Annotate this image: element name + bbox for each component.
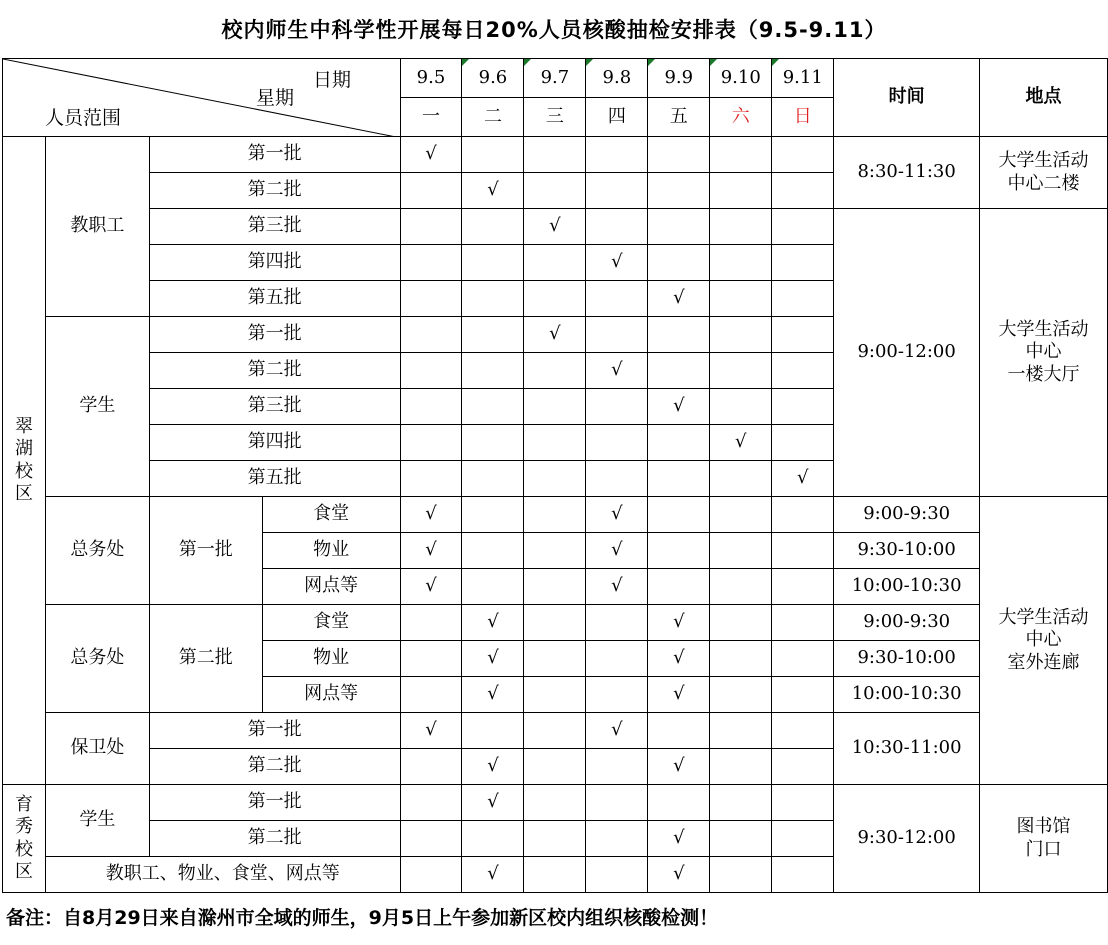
batch-label: 第一批 [149, 785, 400, 821]
empty-day-cell [648, 785, 710, 821]
batch-label: 第一批 [149, 713, 400, 749]
place-cell: 大学生活动 中心 一楼大厅 [980, 209, 1108, 497]
check-cell [586, 353, 648, 389]
empty-day-cell [586, 605, 648, 641]
check-cell [400, 713, 462, 749]
check-mark: √ [735, 431, 747, 453]
empty-day-cell [524, 641, 586, 677]
empty-day-cell [586, 317, 648, 353]
check-cell [462, 677, 524, 713]
empty-day-cell [524, 425, 586, 461]
empty-day-cell [710, 497, 772, 533]
comment-marker [772, 59, 779, 66]
date-cell: 9.5 [400, 59, 462, 98]
empty-day-cell [400, 389, 462, 425]
weekday-cell: 三 [524, 98, 586, 137]
batch-label: 第二批 [149, 605, 262, 713]
weekday-cell-weekend: 日 [772, 98, 834, 137]
subgroup-label: 物业 [262, 641, 400, 677]
check-mark: √ [549, 215, 561, 237]
comment-marker [524, 59, 531, 66]
check-cell [586, 533, 648, 569]
empty-day-cell [524, 137, 586, 173]
empty-day-cell [524, 785, 586, 821]
empty-day-cell [772, 497, 834, 533]
group-yuxiu-staff: 教职工、物业、食堂、网点等 [45, 857, 400, 893]
weekday-cell: 四 [586, 98, 648, 137]
empty-day-cell [462, 209, 524, 245]
check-mark: √ [487, 755, 499, 777]
date-label: 日期 [313, 69, 352, 91]
empty-day-cell [586, 425, 648, 461]
time-cell: 9:30-10:00 [834, 533, 980, 569]
empty-day-cell [772, 713, 834, 749]
batch-label: 第二批 [149, 821, 400, 857]
empty-day-cell [710, 173, 772, 209]
empty-day-cell [772, 209, 834, 245]
date-cell: 9.11 [772, 59, 834, 98]
empty-day-cell [772, 317, 834, 353]
check-mark: √ [487, 179, 499, 201]
weekday-label: 星期 [256, 87, 295, 109]
empty-day-cell [524, 857, 586, 893]
header-date-row [3, 59, 1108, 98]
batch-label: 第五批 [149, 281, 400, 317]
check-mark: √ [673, 863, 685, 885]
check-cell [524, 209, 586, 245]
check-mark: √ [673, 827, 685, 849]
batch-label: 第一批 [149, 137, 400, 173]
empty-day-cell [710, 353, 772, 389]
empty-day-cell [524, 677, 586, 713]
check-mark: √ [425, 575, 437, 597]
empty-day-cell [710, 461, 772, 497]
subgroup-label: 食堂 [262, 497, 400, 533]
empty-day-cell [772, 677, 834, 713]
table-row [3, 605, 1108, 641]
subgroup-label: 食堂 [262, 605, 400, 641]
empty-day-cell [710, 533, 772, 569]
place-cell: 大学生活动 中心 室外连廊 [980, 497, 1108, 785]
check-cell [586, 497, 648, 533]
subgroup-label: 网点等 [262, 677, 400, 713]
time-cell: 9:30-12:00 [834, 785, 980, 893]
check-mark: √ [611, 359, 623, 381]
empty-day-cell [400, 173, 462, 209]
table-row [3, 209, 1108, 245]
empty-day-cell [586, 857, 648, 893]
empty-day-cell [710, 245, 772, 281]
check-mark: √ [611, 719, 623, 741]
scope-label: 人员范围 [45, 107, 122, 129]
empty-day-cell [586, 785, 648, 821]
empty-day-cell [524, 713, 586, 749]
weekday-cell-weekend: 六 [710, 98, 772, 137]
place-cell: 大学生活动 中心二楼 [980, 137, 1108, 209]
empty-day-cell [400, 209, 462, 245]
empty-day-cell [710, 569, 772, 605]
table-row [3, 137, 1108, 173]
check-mark: √ [673, 647, 685, 669]
place-header: 地点 [980, 59, 1108, 137]
table-row [3, 713, 1108, 749]
empty-day-cell [772, 605, 834, 641]
check-cell [586, 569, 648, 605]
empty-day-cell [648, 533, 710, 569]
empty-day-cell [772, 749, 834, 785]
group-general-affairs: 总务处 [45, 497, 149, 605]
check-cell [400, 497, 462, 533]
date-cell: 9.8 [586, 59, 648, 98]
check-mark: √ [796, 467, 809, 489]
time-header: 时间 [834, 59, 980, 137]
check-cell [462, 857, 524, 893]
empty-day-cell [400, 677, 462, 713]
empty-day-cell [586, 641, 648, 677]
check-cell [648, 281, 710, 317]
campus-cuihu: 翠 湖 校 区 [3, 137, 46, 785]
empty-day-cell [400, 641, 462, 677]
empty-day-cell [648, 173, 710, 209]
empty-day-cell [400, 749, 462, 785]
empty-day-cell [772, 137, 834, 173]
empty-day-cell [772, 353, 834, 389]
empty-day-cell [710, 821, 772, 857]
empty-day-cell [648, 497, 710, 533]
empty-day-cell [462, 317, 524, 353]
check-cell [462, 605, 524, 641]
batch-label: 第一批 [149, 317, 400, 353]
empty-day-cell [524, 245, 586, 281]
weekday-cell: 一 [400, 98, 462, 137]
time-cell: 10:30-11:00 [834, 713, 980, 785]
place-cell: 图书馆 门口 [980, 785, 1108, 893]
empty-day-cell [400, 821, 462, 857]
schedule-table [2, 58, 1108, 893]
check-mark: √ [425, 143, 437, 165]
empty-day-cell [524, 461, 586, 497]
check-mark: √ [487, 683, 499, 705]
group-security: 保卫处 [45, 713, 149, 785]
empty-day-cell [710, 713, 772, 749]
check-cell [648, 857, 710, 893]
empty-day-cell [648, 461, 710, 497]
empty-day-cell [400, 605, 462, 641]
subgroup-label: 物业 [262, 533, 400, 569]
check-mark: √ [673, 395, 685, 417]
table-row [3, 785, 1108, 821]
check-cell [586, 245, 648, 281]
empty-day-cell [462, 533, 524, 569]
empty-day-cell [710, 281, 772, 317]
empty-day-cell [400, 785, 462, 821]
empty-day-cell [648, 353, 710, 389]
check-cell [648, 749, 710, 785]
date-cell: 9.7 [524, 59, 586, 98]
check-mark: √ [549, 323, 561, 345]
check-mark: √ [425, 719, 437, 741]
empty-day-cell [586, 281, 648, 317]
check-mark: √ [673, 611, 685, 633]
header-diagonal-cell [3, 59, 401, 137]
empty-day-cell [462, 389, 524, 425]
empty-day-cell [586, 749, 648, 785]
date-cell: 9.10 [710, 59, 772, 98]
empty-day-cell [400, 353, 462, 389]
empty-day-cell [400, 425, 462, 461]
check-mark: √ [611, 251, 623, 273]
empty-day-cell [524, 569, 586, 605]
empty-day-cell [710, 857, 772, 893]
empty-day-cell [524, 605, 586, 641]
date-cell: 9.6 [462, 59, 524, 98]
group-student: 学生 [45, 317, 149, 497]
check-mark: √ [487, 611, 499, 633]
comment-marker [586, 59, 593, 66]
check-cell [772, 461, 834, 497]
empty-day-cell [462, 281, 524, 317]
empty-day-cell [648, 137, 710, 173]
check-cell [400, 569, 462, 605]
footnote: 备注：自8月29日来自滁州市全域的师生，9月5日上午参加新区校内组织核酸检测！ [6, 906, 719, 929]
empty-day-cell [462, 461, 524, 497]
empty-day-cell [462, 569, 524, 605]
empty-day-cell [524, 821, 586, 857]
batch-label: 第四批 [149, 245, 400, 281]
empty-day-cell [462, 137, 524, 173]
empty-day-cell [648, 569, 710, 605]
batch-label: 第三批 [149, 389, 400, 425]
empty-day-cell [524, 389, 586, 425]
empty-day-cell [400, 317, 462, 353]
group-staff: 教职工 [45, 137, 149, 317]
empty-day-cell [710, 749, 772, 785]
empty-day-cell [648, 713, 710, 749]
time-cell: 9:00-9:30 [834, 497, 980, 533]
empty-day-cell [772, 569, 834, 605]
check-cell [648, 677, 710, 713]
empty-day-cell [772, 533, 834, 569]
comment-marker [462, 59, 469, 66]
empty-day-cell [772, 641, 834, 677]
page-title: 校内师生中科学性开展每日20%人员核酸抽检安排表（9.5-9.11） [221, 18, 887, 42]
check-cell [648, 389, 710, 425]
empty-day-cell [772, 389, 834, 425]
empty-day-cell [462, 425, 524, 461]
empty-day-cell [524, 497, 586, 533]
batch-label: 第一批 [149, 497, 262, 605]
batch-label: 第四批 [149, 425, 400, 461]
empty-day-cell [400, 857, 462, 893]
check-cell [462, 173, 524, 209]
table-row [3, 497, 1108, 533]
check-mark: √ [425, 503, 437, 525]
empty-day-cell [772, 173, 834, 209]
comment-marker [648, 59, 655, 66]
empty-day-cell [710, 785, 772, 821]
empty-day-cell [648, 317, 710, 353]
check-cell [586, 713, 648, 749]
check-cell [648, 641, 710, 677]
empty-day-cell [462, 821, 524, 857]
time-cell: 9:00-9:30 [834, 605, 980, 641]
empty-day-cell [400, 461, 462, 497]
empty-day-cell [524, 173, 586, 209]
empty-day-cell [648, 425, 710, 461]
check-cell [648, 605, 710, 641]
campus-yuxiu: 育 秀 校 区 [3, 785, 46, 893]
empty-day-cell [710, 209, 772, 245]
empty-day-cell [586, 389, 648, 425]
empty-day-cell [710, 605, 772, 641]
empty-day-cell [710, 389, 772, 425]
empty-day-cell [586, 821, 648, 857]
empty-day-cell [400, 281, 462, 317]
empty-day-cell [586, 137, 648, 173]
check-cell [400, 137, 462, 173]
empty-day-cell [586, 461, 648, 497]
check-mark: √ [487, 647, 499, 669]
check-mark: √ [487, 791, 499, 813]
empty-day-cell [524, 749, 586, 785]
empty-day-cell [524, 281, 586, 317]
empty-day-cell [710, 641, 772, 677]
empty-day-cell [772, 821, 834, 857]
empty-day-cell [586, 677, 648, 713]
time-cell: 9:30-10:00 [834, 641, 980, 677]
check-cell [524, 317, 586, 353]
check-cell [462, 785, 524, 821]
empty-day-cell [710, 317, 772, 353]
empty-day-cell [524, 353, 586, 389]
check-cell [462, 749, 524, 785]
check-mark: √ [487, 863, 499, 885]
empty-day-cell [400, 245, 462, 281]
check-mark: √ [611, 575, 623, 597]
empty-day-cell [586, 209, 648, 245]
check-mark: √ [611, 503, 623, 525]
date-cell: 9.9 [648, 59, 710, 98]
empty-day-cell [710, 137, 772, 173]
empty-day-cell [648, 245, 710, 281]
empty-day-cell [462, 497, 524, 533]
time-cell: 9:00-12:00 [834, 209, 980, 497]
empty-day-cell [586, 173, 648, 209]
check-cell [648, 821, 710, 857]
check-mark: √ [673, 683, 685, 705]
time-cell: 10:00-10:30 [834, 677, 980, 713]
check-cell [710, 425, 772, 461]
comment-marker [710, 59, 717, 66]
time-cell: 8:30-11:30 [834, 137, 980, 209]
check-mark: √ [611, 539, 623, 561]
empty-day-cell [772, 857, 834, 893]
batch-label: 第五批 [149, 461, 400, 497]
empty-day-cell [772, 281, 834, 317]
batch-label: 第二批 [149, 353, 400, 389]
empty-day-cell [772, 245, 834, 281]
check-mark: √ [673, 287, 685, 309]
weekday-cell: 五 [648, 98, 710, 137]
check-cell [400, 533, 462, 569]
empty-day-cell [648, 209, 710, 245]
empty-day-cell [710, 677, 772, 713]
batch-label: 第三批 [149, 209, 400, 245]
empty-day-cell [772, 425, 834, 461]
check-cell [462, 641, 524, 677]
check-mark: √ [673, 755, 685, 777]
empty-day-cell [462, 245, 524, 281]
empty-day-cell [462, 713, 524, 749]
time-cell: 10:00-10:30 [834, 569, 980, 605]
subgroup-label: 网点等 [262, 569, 400, 605]
batch-label: 第二批 [149, 173, 400, 209]
weekday-cell: 二 [462, 98, 524, 137]
empty-day-cell [524, 533, 586, 569]
check-mark: √ [425, 539, 437, 561]
empty-day-cell [772, 785, 834, 821]
batch-label: 第二批 [149, 749, 400, 785]
group-yuxiu-student: 学生 [45, 785, 149, 857]
group-general-affairs: 总务处 [45, 605, 149, 713]
empty-day-cell [462, 353, 524, 389]
